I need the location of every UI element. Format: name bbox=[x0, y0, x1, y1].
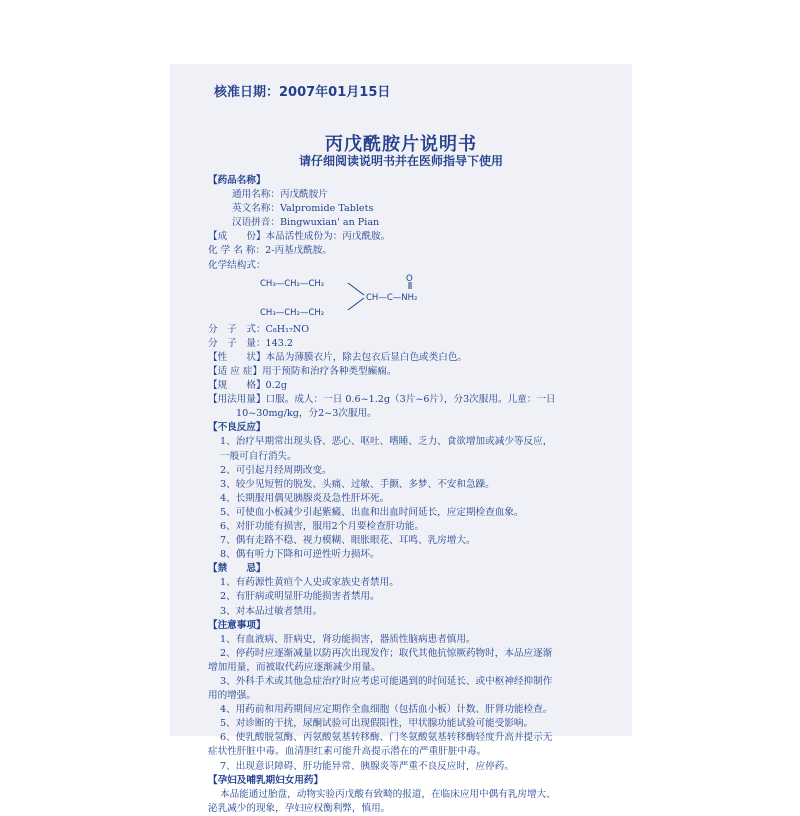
pregnancy-line-2: 泌乳减少的现象，孕妇应权衡利弊，慎用。 bbox=[208, 802, 391, 814]
pregnancy-line-1: 本品能通过胎盘，动物实验丙戊酸有致畸的报道，在临床应用中偶有乳房增大、 bbox=[220, 788, 556, 800]
leaflet-body bbox=[208, 174, 628, 816]
adverse-item: 1、治疗早期常出现头昏、恶心、呕吐、嗜睡、乏力、食欲增加或减少等反应， bbox=[220, 436, 553, 448]
adverse-item: 7、偶有走路不稳、视力模糊、眼胀眼花、耳鸣、乳房增大。 bbox=[220, 535, 476, 547]
chemical-name: 化 学 名 称：2-丙基戊酰胺。 bbox=[208, 245, 333, 257]
precaution-item: 3、外科手术或其他急症治疗时应考虑可能遇到的时间延长、或中枢神经抑制作 bbox=[220, 676, 553, 687]
precaution-item: 增加用量，而被取代药应逐渐减少用量。 bbox=[208, 661, 381, 673]
structure-branch-bottom: CH₃—CH₂—CH₂ bbox=[260, 307, 325, 318]
precautions-heading: 【注意事项】 bbox=[208, 619, 266, 631]
adverse-item: 3、较少见短暂的脱发、头痛、过敏、手颤、多梦、不安和急躁。 bbox=[220, 478, 495, 490]
precaution-item: 1、有血液病、肝病史，肾功能损害，器质性脑病患者慎用。 bbox=[220, 633, 476, 645]
document-title: 丙戊酰胺片说明书 bbox=[325, 134, 477, 155]
english-name: 英文名称：Valpromide Tablets bbox=[232, 203, 374, 215]
molecular-weight: 分 子 量：143.2 bbox=[208, 337, 294, 349]
drug-name-heading: 【药品名称】 bbox=[208, 175, 266, 186]
structure-bonds bbox=[208, 275, 468, 321]
adverse-item: 6、对肝功能有损害，服用2个月要检查肝功能。 bbox=[220, 520, 425, 532]
adverse-reactions-heading: 【不良反应】 bbox=[208, 422, 266, 434]
structure-branch-top: CH₃—CH₂—CH₂ bbox=[260, 278, 325, 289]
pregnancy-heading: 【孕妇及哺乳期妇女用药】 bbox=[208, 774, 324, 786]
precaution-item: 症状性肝脏中毒。血清胆红素可能升高提示潜在的严重肝脏中毒。 bbox=[208, 746, 487, 758]
structure-core: CH—C—NH₂ bbox=[366, 292, 418, 303]
adverse-item: 8、偶有听力下降和可逆性听力损坏。 bbox=[220, 549, 380, 561]
adverse-item: 2、可引起月经周期改变。 bbox=[220, 464, 332, 476]
structure-oxygen: O bbox=[406, 273, 413, 284]
chemical-structure bbox=[208, 275, 628, 321]
dosage-line-2: 10~30mg/kg，分2~3次服用。 bbox=[236, 408, 377, 420]
contraindication-item: 3、对本品过敏者禁用。 bbox=[220, 605, 323, 617]
precaution-item: 4、用药前和用药期间应定期作全血细胞（包括血小板）计数、肝肾功能检查。 bbox=[220, 704, 553, 716]
precaution-item: 7、出现意识障碍、肝功能异常、胰腺炎等严重不良反应时，应停药。 bbox=[220, 760, 514, 772]
structure-label: 化学结构式： bbox=[208, 259, 266, 271]
contraindication-item: 2、有肝病或明显肝功能损害者禁用。 bbox=[220, 591, 380, 603]
adverse-item: 4、长期服用偶见胰腺炎及急性肝坏死。 bbox=[220, 492, 390, 504]
dosage-line-1: 【用法用量】口服。成人：一日 0.6~1.2g（3片~6片），分3次服用。儿童：一日 bbox=[208, 394, 556, 406]
generic-name: 通用名称：丙戊酰胺片 bbox=[232, 189, 328, 201]
document-subtitle: 请仔细阅读说明书并在医师指导下使用 bbox=[298, 154, 503, 168]
composition: 【成 份】本品活性成份为：丙戊酰胺。 bbox=[208, 231, 391, 243]
contraindications-heading: 【禁 忌】 bbox=[208, 563, 266, 575]
molecular-formula: 分 子 式：C₈H₁₇NO bbox=[208, 323, 310, 335]
precaution-item: 6、使乳酸脱氢酶、丙氨酸氨基转移酶、门冬氨酸氨基转移酶轻度升高并提示无 bbox=[220, 732, 553, 744]
approval-date: 核准日期：2007年01月15日 bbox=[214, 85, 391, 100]
indications: 【适 应 症】用于预防和治疗各种类型癫痫。 bbox=[208, 365, 397, 377]
adverse-item: 一般可自行消失。 bbox=[220, 450, 297, 462]
precaution-item: 5、对诊断的干扰，尿酮试验可出现假阳性，甲状腺功能试验可能受影响。 bbox=[220, 718, 534, 730]
precaution-item: 用的增强。 bbox=[208, 690, 256, 702]
contraindication-item: 1、有药源性黄疸个人史或家族史者禁用。 bbox=[220, 577, 399, 589]
properties: 【性 状】本品为薄膜衣片，除去包衣后显白色或类白色。 bbox=[208, 351, 468, 363]
leaflet-sheet bbox=[170, 64, 632, 814]
pinyin-name: 汉语拼音：Bingwuxian' an Pian bbox=[232, 217, 380, 229]
specification: 【规 格】0.2g bbox=[208, 380, 287, 392]
precaution-item: 2、停药时应逐渐减量以防再次出现发作；取代其他抗惊厥药物时，本品应逐渐 bbox=[220, 647, 553, 659]
adverse-item: 5、可使血小板减少引起紫癜、出血和出血时间延长，应定期检查血象。 bbox=[220, 506, 524, 518]
